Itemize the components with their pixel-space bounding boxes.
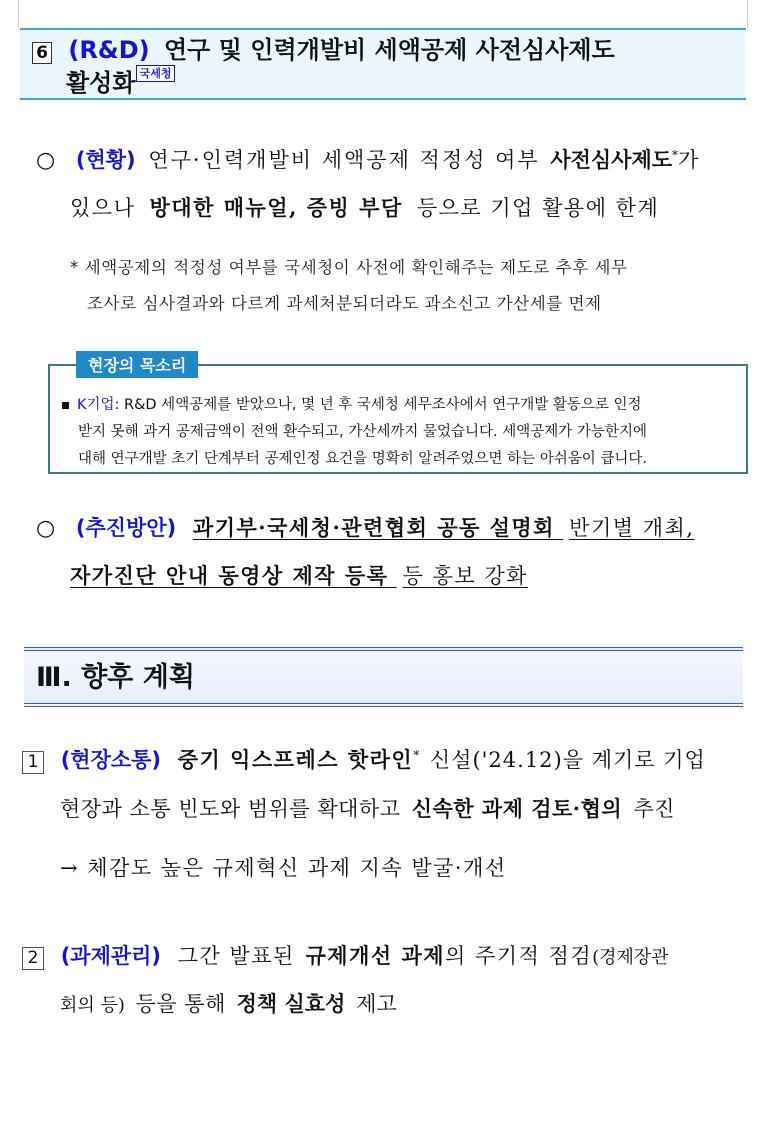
item-2-small-1: (경제장관 — [592, 947, 669, 968]
footnote-line-1: * 세액공제의 적정성 여부를 국세청이 사전에 확인해주는 제도로 추후 세무 — [70, 258, 628, 277]
plan-line-2 — [70, 560, 528, 590]
status-line-2 — [70, 192, 659, 222]
item-2-label: (과제관리) — [60, 944, 162, 968]
status-bold: 사전심사제도 — [550, 147, 673, 172]
item-1-text-2a: 현장과 소통 빈도와 범위를 확대하고 — [60, 797, 401, 821]
section-6-title-line-1 — [32, 30, 615, 65]
footnote-mark: * — [672, 148, 679, 162]
field-voice-title: 현장의 목소리 — [76, 351, 198, 378]
voice-text-1: : R&D 세액공제를 받았으나, 몇 년 후 국세청 세무조사에서 연구개발 활동으로 인정 — [114, 397, 642, 413]
page-top-border — [18, 0, 748, 28]
item-1-label: (현장소통) — [60, 748, 162, 772]
item-2-line-1 — [22, 940, 669, 970]
item-2-bold-2: 정책 실효성 — [236, 991, 346, 1016]
item-number-box: 1 — [22, 751, 44, 774]
item-1-arrow-line: → 체감도 높은 규제혁신 과제 지속 발굴·개선 — [60, 856, 507, 880]
section-3-title: Ⅲ. 향후 계획 — [36, 662, 195, 693]
footnote-line-2: 조사로 심사결과와 다르게 과세처분되더라도 과소신고 가산세를 면제 — [87, 294, 602, 313]
item-2-bold-1: 규제개선 과제 — [305, 943, 446, 968]
status-text: 연구·인력개발비 세액공제 적정성 여부 — [148, 148, 540, 172]
item-2-line-2 — [60, 988, 397, 1018]
bullet-marker: ○ — [36, 147, 56, 173]
item-1-bold-2: 신속한 과제 검토·협의 — [411, 796, 623, 821]
status-text-2a: 있으나 — [70, 196, 136, 220]
status-bold-2: 방대한 매뉴얼, 증빙 부담 — [149, 195, 403, 220]
square-bullet-icon — [62, 402, 69, 409]
voice-line-1 — [62, 393, 642, 414]
voice-company: K기업 — [77, 397, 115, 413]
voice-line-2: 받지 못해 과거 공제금액이 전액 환수되고, 가산세까지 물었습니다. 세액공제가 가능한지에 — [78, 424, 647, 440]
item-1-tail: 신설('24.12)을 계기로 기업 — [429, 748, 706, 772]
item-1-text-2b: 추진 — [633, 797, 675, 821]
section-6-title: 연구 및 인력개발비 세액공제 사전심사제도 — [164, 36, 615, 64]
status-tail: 가 — [678, 148, 699, 172]
voice-line-3: 대해 연구개발 초기 단계부터 공제인정 요건을 명확히 알려주었으면 하는 아쉬움이 큽니다. — [78, 451, 647, 467]
item-2-small-2: 회의 등) — [60, 995, 125, 1016]
item-2-text-2a: 등을 통해 — [135, 992, 226, 1016]
section-6-title-cont: 활성화 — [66, 69, 136, 97]
agency-tag: 국세청 — [136, 65, 176, 82]
plan-bold-2: 자가진단 안내 동영상 제작 등록 — [70, 563, 389, 588]
section-6-title-line-2 — [66, 63, 175, 98]
item-number-box: 2 — [22, 947, 44, 970]
status-text-2b: 등으로 기업 활용에 한계 — [416, 196, 660, 220]
status-line-1 — [36, 144, 698, 174]
item-1-line-1 — [22, 744, 706, 774]
plan-line-1 — [36, 512, 694, 542]
item-2-text-1a: 그간 발표된 — [177, 944, 295, 968]
status-label: (현황) — [75, 148, 136, 172]
item-1-bold: 중기 익스프레스 핫라인 — [177, 747, 414, 772]
item-1-line-2 — [60, 793, 675, 823]
plan-tail-1: 반기별 개최, — [569, 516, 695, 540]
item-2-text-1b: 의 주기적 점검 — [445, 944, 593, 968]
section-6-tag: (R&D) — [68, 36, 150, 64]
plan-label: (추진방안) — [75, 516, 177, 540]
item-2-text-2b: 제고 — [356, 992, 397, 1016]
bullet-marker: ○ — [36, 515, 56, 541]
plan-bold-1: 과기부·국세청·관련협회 공동 설명회 — [192, 515, 555, 540]
section-number-box: 6 — [32, 42, 52, 64]
plan-tail-2: 등 홍보 강화 — [402, 564, 528, 588]
footnote-mark: * — [413, 748, 420, 762]
